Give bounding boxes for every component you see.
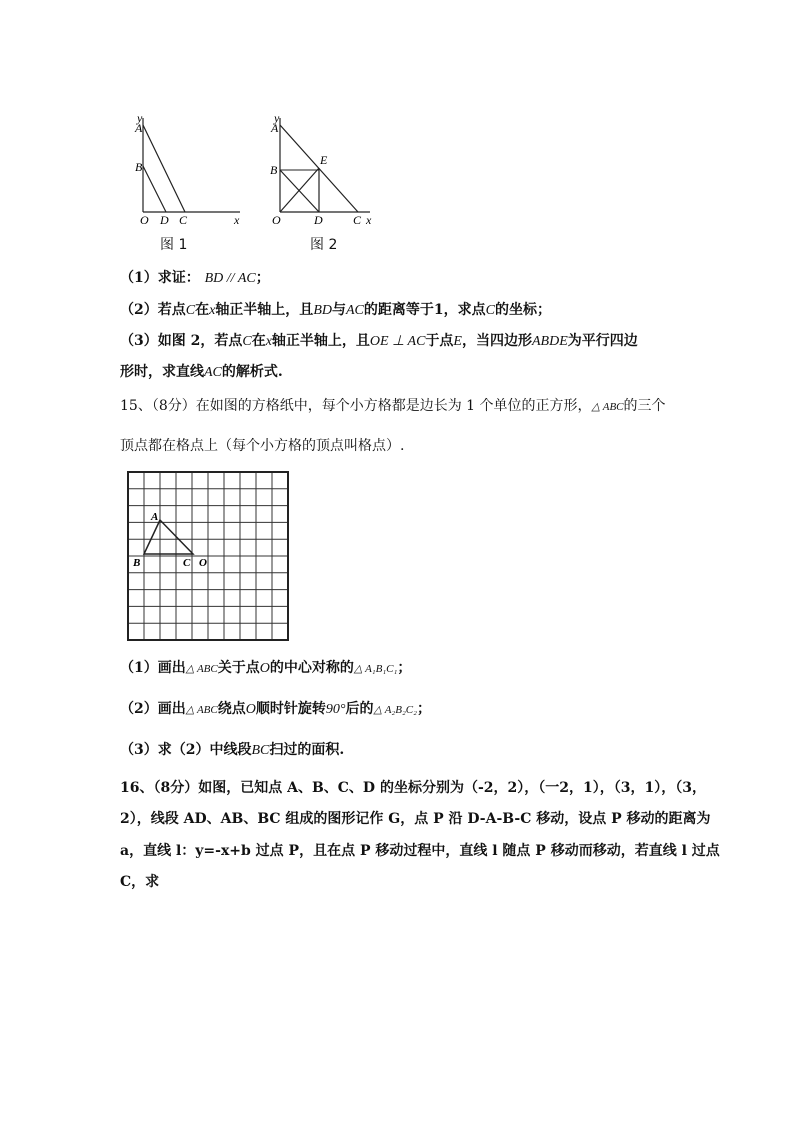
q15-line1: 15、（8分）在如图的方格纸中，每个小方格都是边长为 1 个单位的正方形，△ ABC的三个: [120, 398, 666, 414]
fig1-label-B: B: [135, 160, 143, 174]
fig2-label-B: B: [270, 163, 278, 177]
fig2-label-x: x: [366, 213, 372, 226]
triangle-ABC: [144, 520, 193, 554]
q16-line4: C，求: [120, 874, 160, 890]
q16-line1: 16、（8分）如图，已知点 A、B、C、D 的坐标分别为（-2，2），（一2，1），（3，1），（3，: [120, 780, 706, 796]
grid-label-B: B: [133, 557, 141, 569]
fig1-line-AC: [143, 125, 185, 212]
fig2-label-C: C: [353, 213, 362, 226]
q15-part2: （2）画出△ ABC绕点O顺时针旋转90°后的△ A₂B₂C₂；: [120, 701, 431, 717]
fig1-label-D: D: [160, 213, 169, 226]
grid-figure: [126, 470, 294, 644]
q14-part3-line2: 形时，求直线AC的解析式.: [120, 364, 283, 380]
q14-part3-line1: （3）如图 2，若点C在x轴正半轴上，且OE ⊥ AC于点E，当四边形ABDE为平行四边: [120, 333, 638, 349]
grid-lines: [128, 472, 288, 640]
figure-2-caption: 图 2: [310, 237, 338, 253]
q14-part2: （2）若点C在x轴正半轴上，且BD与AC的距离等于1，求点C的坐标；: [120, 302, 551, 318]
grid-label-O: O: [199, 557, 207, 569]
q15-part1: （1）画出△ ABC关于点O的中心对称的△ A₁B₁C₁；: [120, 660, 412, 676]
fig1-label-A: A: [135, 121, 143, 135]
figure-2-diagram: [266, 108, 391, 226]
grid-label-C: C: [183, 557, 191, 569]
fig2-label-y: y: [274, 111, 280, 125]
fig2-label-O: O: [272, 213, 281, 226]
q16-line3: a，直线 l：y=-x+b 过点 P，且在点 P 移动过程中，直线 l 随点 P 移动而移动，若直线 l 过点: [120, 843, 720, 859]
grid-label-A: A: [151, 511, 159, 523]
fig1-label-y: y: [137, 111, 143, 125]
q16-line2: 2），线段 AD、AB、BC 组成的图形记作 G，点 P 沿 D-A-B-C 移动，设点 P 移动的距离为: [120, 811, 711, 827]
q14-part1: （1）求证： BD // AC；: [120, 270, 270, 286]
figure-1-caption: 图 1: [160, 237, 188, 253]
q15-line2: 顶点都在格点上（每个小方格的顶点叫格点）.: [120, 438, 405, 454]
fig2-label-E: E: [320, 153, 328, 167]
fig1-label-O: O: [140, 213, 149, 226]
fig1-label-x: x: [234, 213, 240, 226]
fig2-label-A: A: [271, 121, 279, 135]
fig1-label-C: C: [179, 213, 188, 226]
figure-1-diagram: [128, 108, 253, 226]
fig2-label-D: D: [314, 213, 323, 226]
fig1-line-BD: [143, 166, 166, 212]
q15-part3: （3）求（2）中线段BC扫过的面积.: [120, 742, 345, 758]
